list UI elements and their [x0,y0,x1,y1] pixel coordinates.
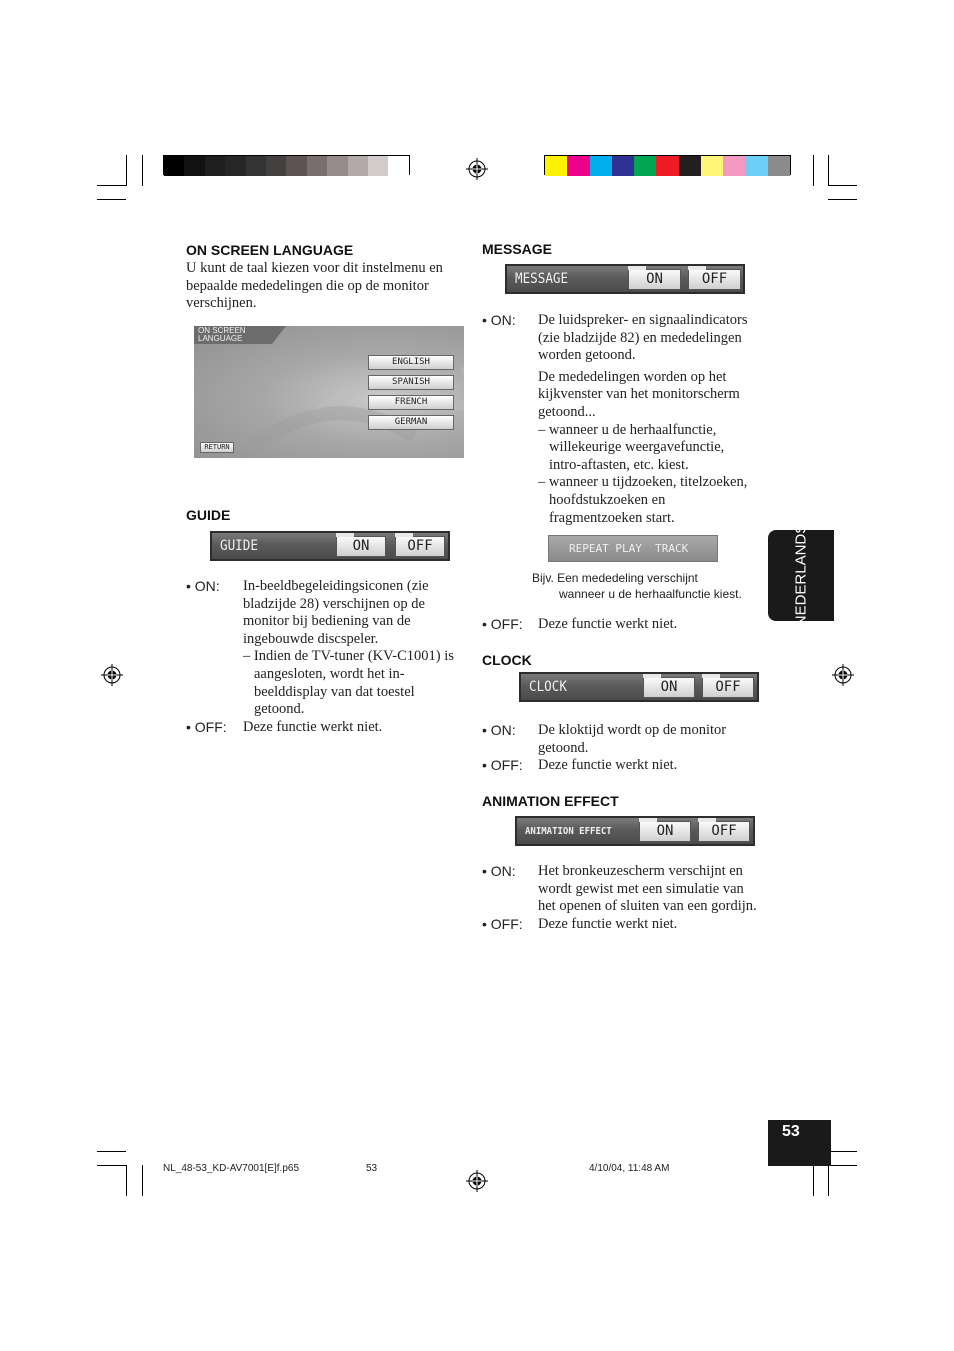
clock-heading: CLOCK [482,652,532,668]
example-caption: Bijv. Een mededeling verschijnt wanneer u de herhaalfunctie kiest. [532,571,742,601]
button-tab [698,818,716,822]
animation-effect-osd-bar [515,816,755,846]
clock-osd-bar [519,672,759,702]
registration-mark-icon [466,1170,488,1192]
message-off-tag: • OFF: [482,616,523,632]
cmyk-color-bar [544,155,791,175]
clock-osd-label: CLOCK [529,679,567,695]
clock-off-text: Deze functie werkt niet. [538,757,678,773]
language-option-english[interactable]: ENGLISH [368,355,454,370]
clock-on-button[interactable]: ON [643,677,695,698]
button-tab [702,674,720,678]
footer-timestamp: 4/10/04, 11:48 AM [589,1163,670,1174]
color-swatch [225,156,245,176]
color-swatch [656,156,678,176]
animation-effect-osd-label: ANIMATION EFFECT [525,826,612,837]
guide-osd-label: GUIDE [220,538,258,554]
animation-effect-on-button[interactable]: ON [639,821,691,842]
button-tab [395,533,413,537]
color-swatch [768,156,790,176]
registration-mark-icon [101,664,123,686]
button-tab [688,266,706,270]
language-option-german[interactable]: GERMAN [368,415,454,430]
color-swatch [634,156,656,176]
color-swatch [567,156,589,176]
guide-off-tag: • OFF: [186,719,227,735]
message-on-button[interactable]: ON [628,269,681,290]
language-menu-screen [194,326,464,458]
guide-heading: GUIDE [186,507,231,523]
button-tab [628,266,646,270]
color-swatch [266,156,286,176]
button-tab [643,674,661,678]
color-swatch [286,156,306,176]
guide-on-tag: • ON: [186,578,220,594]
color-swatch [723,156,745,176]
clock-on-tag: • ON: [482,722,516,738]
footer-page: 53 [366,1163,378,1174]
screen-title: ON SCREEN LANGUAGE [198,326,246,343]
color-swatch [348,156,368,176]
message-heading: MESSAGE [482,241,553,257]
color-swatch [327,156,347,176]
return-button[interactable]: RETURN [200,442,234,453]
animation-effect-off-tag: • OFF: [482,916,523,932]
animation-effect-off-button[interactable]: OFF [698,821,750,842]
guide-off-button[interactable]: OFF [395,536,445,557]
registration-mark-icon [832,664,854,686]
message-off-text: Deze functie werkt niet. [538,616,678,632]
color-swatch [307,156,327,176]
language-side-tab [768,523,834,627]
language-option-spanish[interactable]: SPANISH [368,375,454,390]
guide-osd-bar [210,531,450,561]
animation-effect-on-text: Het bronkeuzescherm verschijnt en wordt gewist met een simulatie van het openen of sluiten van een gordijn. [538,863,757,915]
message-osd-bar [505,264,745,294]
color-swatch [205,156,225,176]
color-swatch [246,156,266,176]
clock-off-tag: • OFF: [482,757,523,773]
color-swatch [388,156,408,176]
on-screen-language-description: U kunt de taal kiezen voor dit instelmenu en bepaalde mededelingen die op de monitor verschijnen. [186,260,443,312]
button-tab [639,818,657,822]
button-tab [336,533,354,537]
message-on-tag: • ON: [482,312,516,328]
color-swatch [679,156,701,176]
guide-off-text: Deze functie werkt niet. [243,719,383,735]
guide-on-text: In-beeldbegeleidingsiconen (zie bladzijde 28) verschijnen op de monitor bij bediening van de ingebouwde discspeler. – Indien de TV-tuner (KV-C1001) is aangesloten, wordt het in- beelddisplay van dat toestel getoond. [243,578,454,718]
color-swatch [701,156,723,176]
grayscale-color-bar [163,155,410,175]
clock-on-text: De kloktijd wordt op de monitor getoond. [538,722,727,756]
page-number-box [768,1120,831,1166]
guide-on-button[interactable]: ON [336,536,386,557]
page-number: 53 [782,1123,800,1140]
color-swatch [184,156,204,176]
animation-effect-off-text: Deze functie werkt niet. [538,916,678,932]
registration-mark-icon [466,158,488,180]
color-swatch [612,156,634,176]
animation-effect-on-tag: • ON: [482,863,516,879]
footer-file-name: NL_48-53_KD-AV7001[E]f.p65 [163,1163,300,1174]
color-swatch [545,156,567,176]
side-tab-label: NEDERLANDS [792,523,810,627]
color-swatch [368,156,388,176]
message-on-text: De luidspreker- en signaalindicators (zie bladzijde 82) en mededelingen worden getoond. De mededelingen worden op het kijkvenster van het monitorscherm getoond... – wanneer u de herhaalfunctie, willekeurige weergavefunctie, intro-aftasten, etc. kiest. – wanneer u tijdzoeken, titelzoeken, hoofdstukzoeken en fragmentzoeken start. [538,312,748,526]
message-off-button[interactable]: OFF [688,269,741,290]
color-swatch [164,156,184,176]
color-swatch [745,156,767,176]
animation-effect-heading: ANIMATION EFFECT [482,793,619,809]
message-osd-label: MESSAGE [515,271,569,287]
clock-off-button[interactable]: OFF [702,677,754,698]
language-option-french[interactable]: FRENCH [368,395,454,410]
color-swatch [590,156,612,176]
repeat-play-example-bar: REPEAT PLAY TRACK [548,535,718,562]
screen-background-swirl [194,326,464,458]
on-screen-language-heading: ON SCREEN LANGUAGE [186,242,354,258]
